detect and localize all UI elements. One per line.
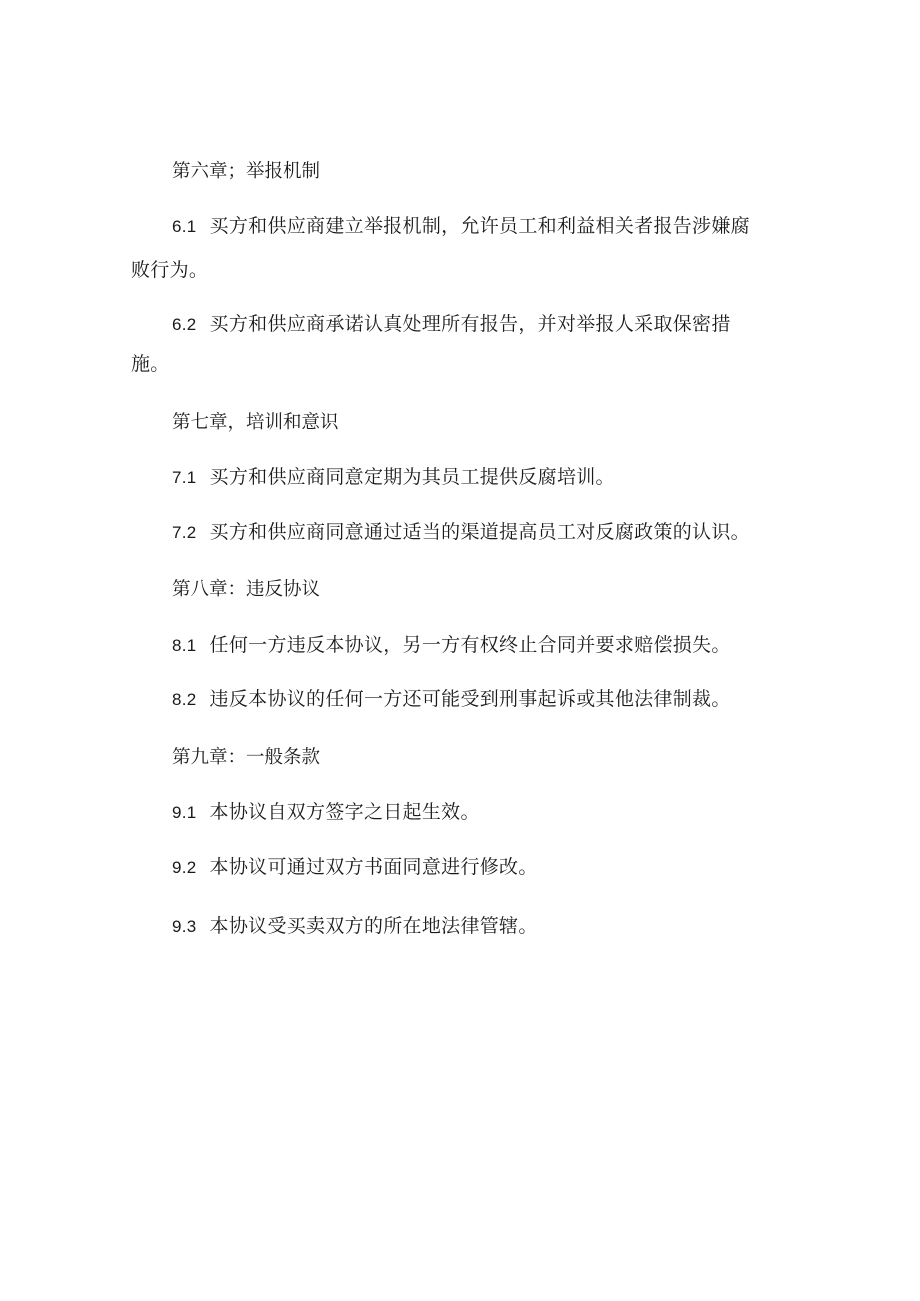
clause-number: 6.2 [172,315,197,334]
clause-number: 9.2 [172,858,197,877]
clause-6-2 [172,312,731,337]
clause-number: 7.1 [172,468,197,487]
clause-7-1 [172,465,615,490]
clause-text: 买方和供应商承诺认真处理所有报告，并对举报人采取保密措 [209,313,731,335]
clause-text: 违反本协议的任何一方还可能受到刑事起诉或其他法律制裁。 [209,688,731,710]
clause-6-1-continuation: 败行为。 [131,259,209,281]
chapter-8-heading: 第八章：违反协议 [172,579,321,600]
clause-7-2 [172,520,750,545]
clause-text: 买方和供应商同意通过适当的渠道提高员工对反腐政策的认识。 [209,521,750,543]
clause-number: 6.1 [172,217,197,236]
clause-9-2 [172,855,538,880]
clause-number: 9.1 [172,803,197,822]
chapter-9-heading: 第九章：一般条款 [172,747,321,768]
chapter-7-heading: 第七章，培训和意识 [172,412,339,433]
clause-6-2-continuation: 施。 [131,353,170,375]
clause-number: 7.2 [172,523,197,542]
clause-text: 买方和供应商同意定期为其员工提供反腐培训。 [209,466,615,488]
chapter-6-heading: 第六章；举报机制 [172,161,321,182]
clause-8-2 [172,687,731,712]
clause-6-1 [172,214,750,239]
clause-9-1 [172,800,480,825]
clause-text: 本协议受买卖双方的所在地法律管辖。 [209,915,538,937]
clause-number: 8.1 [172,636,197,655]
clause-text: 本协议自双方签字之日起生效。 [209,801,480,823]
clause-text: 本协议可通过双方书面同意进行修改。 [209,856,538,878]
clause-number: 8.2 [172,690,197,709]
clause-number: 9.3 [172,917,197,936]
clause-8-1 [172,633,731,658]
clause-text: 买方和供应商建立举报机制，允许员工和利益相关者报告涉嫌腐 [209,215,750,237]
clause-text: 任何一方违反本协议，另一方有权终止合同并要求赔偿损失。 [209,634,731,656]
clause-9-3 [172,914,538,939]
